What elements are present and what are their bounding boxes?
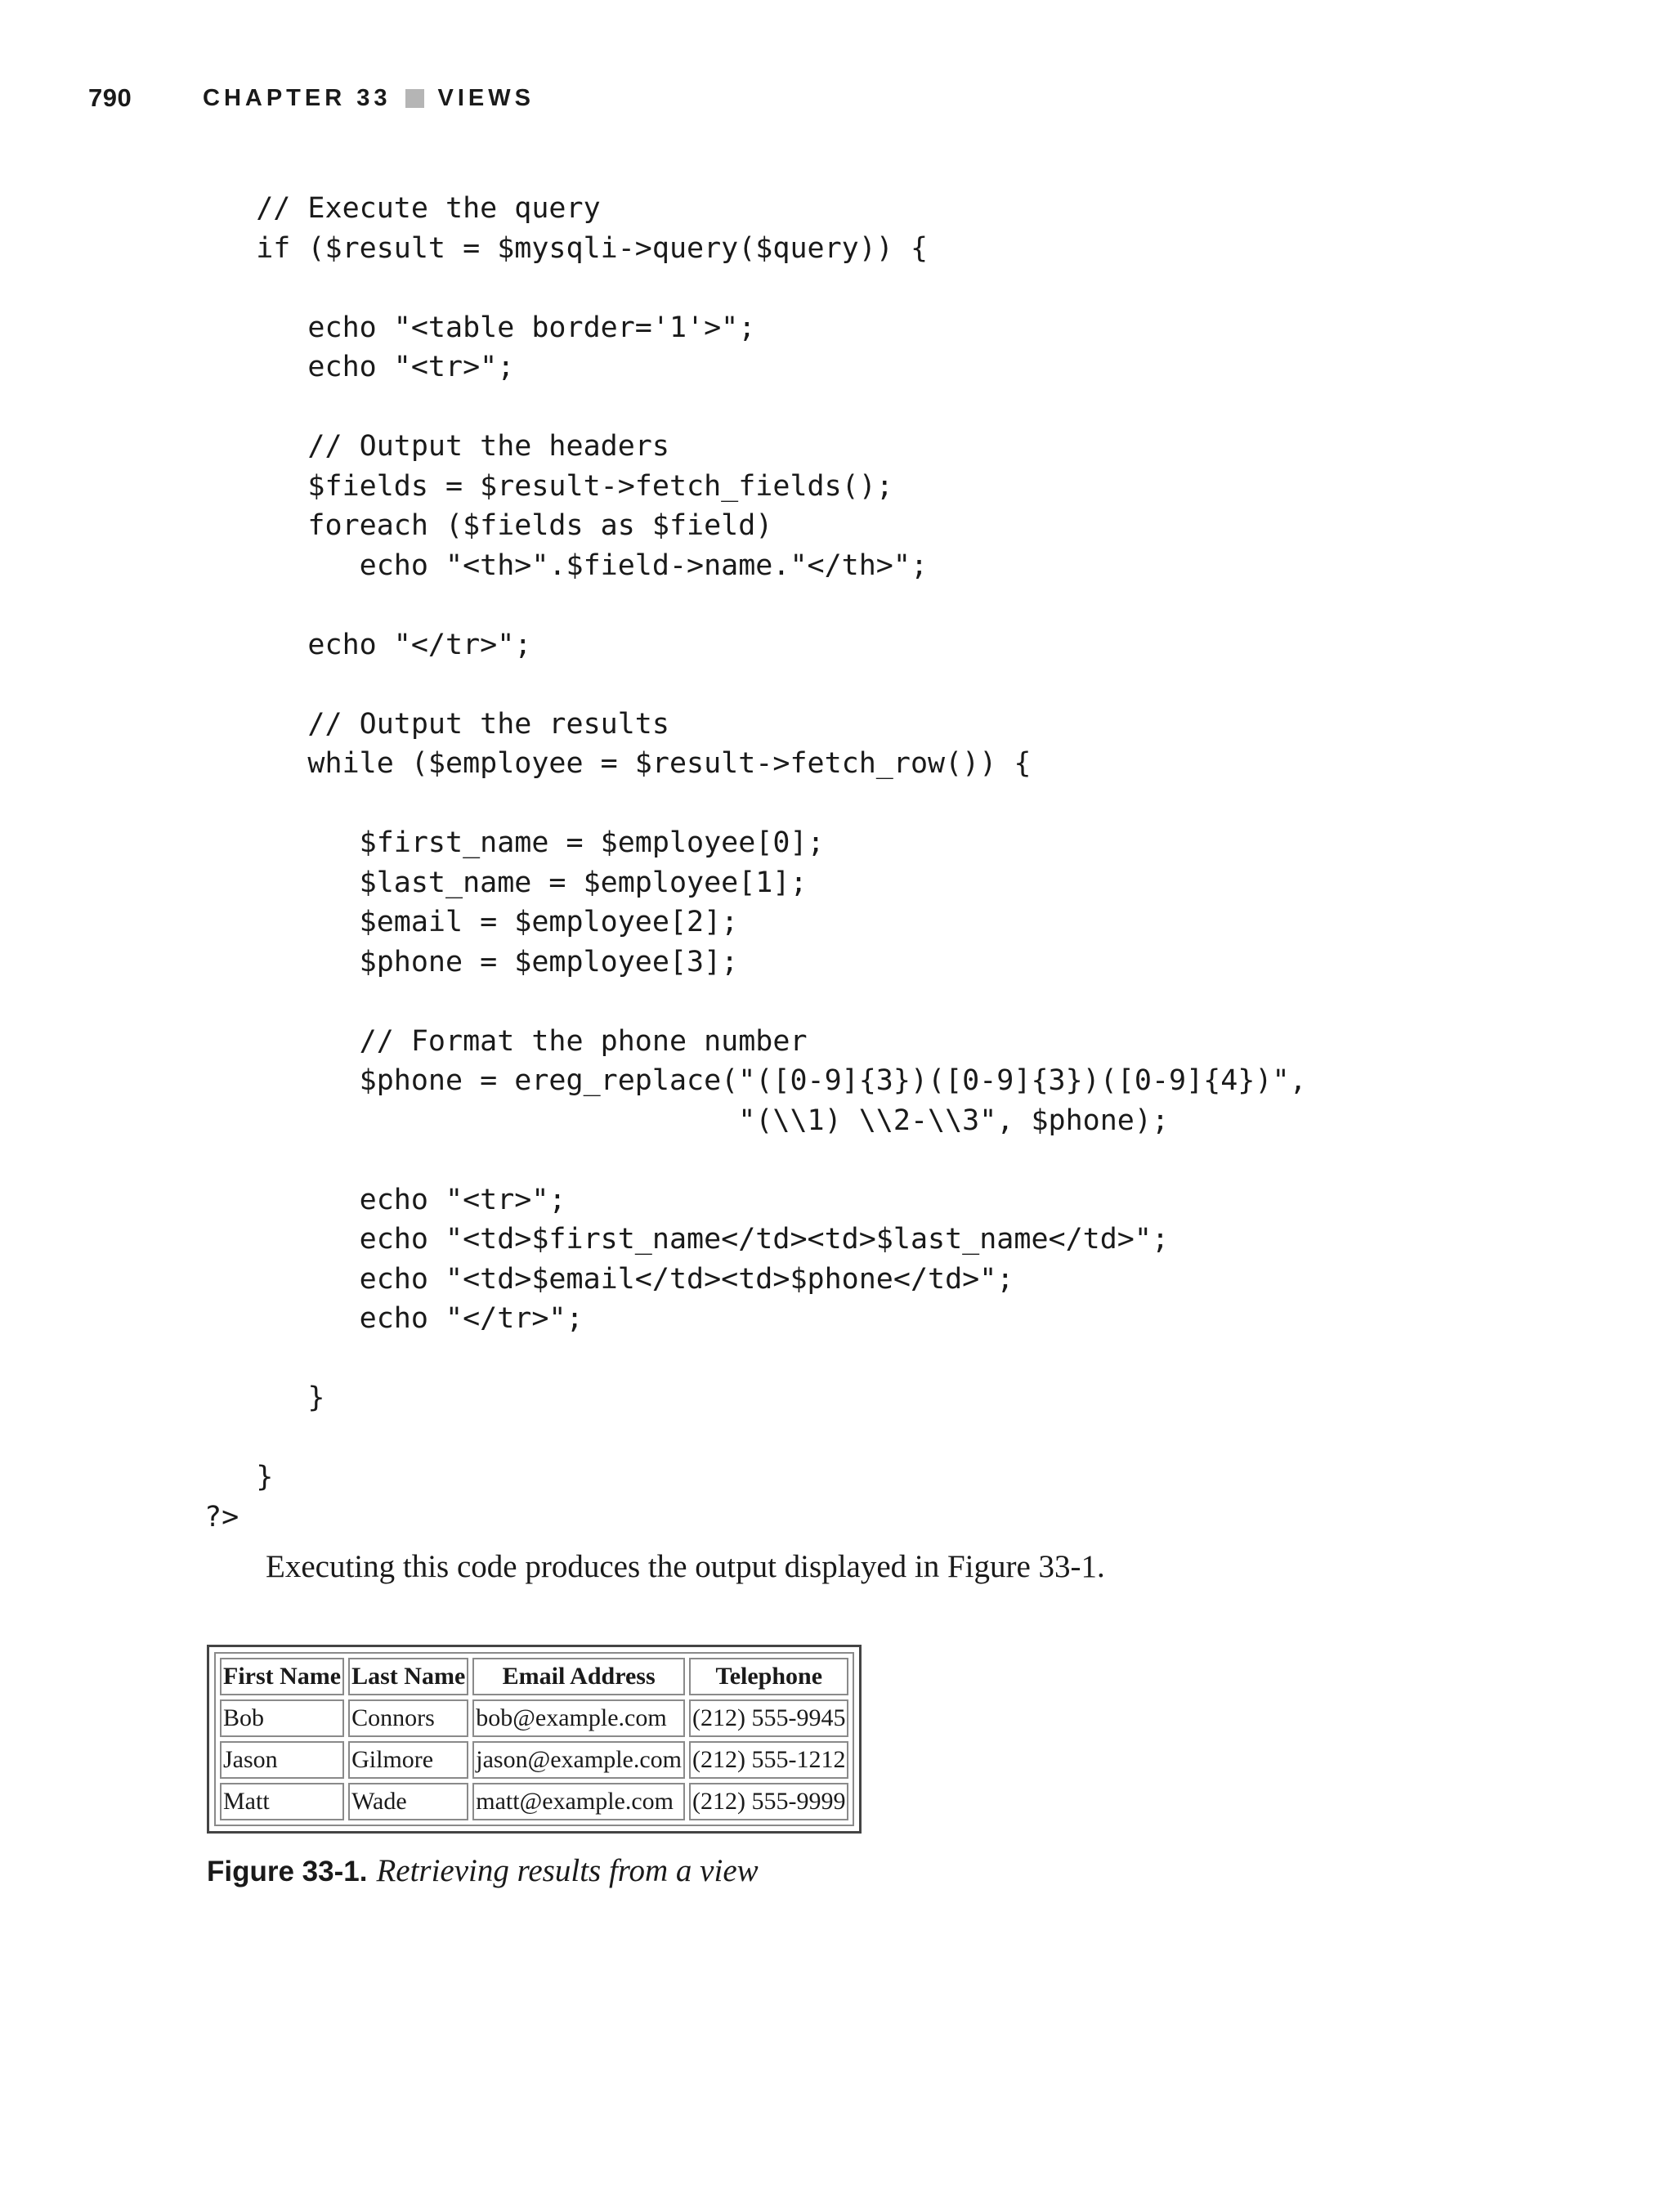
page-number: 790	[88, 83, 132, 112]
code-line	[204, 1339, 1307, 1379]
code-line	[204, 268, 1307, 308]
code-line: $phone = ereg_replace("([0-9]{3})([0-9]{3})([0-9]{4})",	[204, 1064, 1307, 1097]
code-line: echo "<th>".$field->name."</th>";	[204, 549, 929, 582]
table-cell: jason@example.com	[472, 1741, 685, 1779]
code-line: echo "<td>$first_name</td><td>$last_name</td>";	[204, 1223, 1170, 1256]
column-header: Email Address	[472, 1658, 685, 1695]
code-line: }	[204, 1461, 274, 1493]
table-header-row	[220, 1658, 848, 1695]
code-line: // Execute the query	[204, 192, 601, 225]
code-line: echo "<tr>";	[204, 351, 515, 383]
code-line: echo "<table border='1'>";	[204, 311, 756, 344]
chapter-label: CHAPTER 33	[203, 84, 392, 111]
code-line: "(\\1) \\2-\\3", $phone);	[204, 1104, 1170, 1137]
figure-caption	[207, 1852, 759, 1889]
table-cell: Gilmore	[348, 1741, 468, 1779]
code-line	[204, 784, 1307, 824]
code-line	[204, 387, 1307, 428]
code-line: $last_name = $employee[1];	[204, 866, 808, 899]
code-line: echo "<tr>";	[204, 1183, 566, 1216]
code-line	[204, 982, 1307, 1022]
table-cell: (212) 555-9999	[689, 1783, 848, 1820]
code-line: $phone = $employee[3];	[204, 945, 739, 978]
code-listing	[204, 189, 1307, 1537]
code-line: echo "</tr>";	[204, 1302, 584, 1335]
code-line: }	[204, 1381, 325, 1414]
column-header: Telephone	[689, 1658, 848, 1695]
code-line: // Format the phone number	[204, 1024, 808, 1058]
body-paragraph: Executing this code produces the output displayed in Figure 33-1.	[266, 1549, 1105, 1584]
code-line: $fields = $result->fetch_fields();	[204, 469, 893, 503]
table-row	[220, 1699, 848, 1737]
column-header: Last Name	[348, 1658, 468, 1695]
caption-text: Retrieving results from a view	[376, 1853, 759, 1888]
table-cell: (212) 555-9945	[689, 1699, 848, 1737]
chapter-title: VIEWS	[437, 84, 535, 111]
code-line: ?>	[204, 1500, 239, 1534]
code-line: // Output the headers	[204, 430, 669, 463]
table-cell: bob@example.com	[472, 1699, 685, 1737]
figure-screenshot	[207, 1645, 862, 1834]
table-cell: Connors	[348, 1699, 468, 1737]
code-line: $email = $employee[2];	[204, 906, 739, 938]
table-cell: (212) 555-1212	[689, 1741, 848, 1779]
results-table	[214, 1652, 854, 1826]
caption-label: Figure 33-1.	[207, 1856, 368, 1887]
table-row	[220, 1783, 848, 1820]
table-cell: matt@example.com	[472, 1783, 685, 1820]
code-line	[204, 1418, 1307, 1458]
code-line	[204, 1140, 1307, 1180]
code-line: // Output the results	[204, 707, 669, 741]
code-line: echo "<td>$email</td><td>$phone</td>";	[204, 1262, 1014, 1296]
table-cell: Jason	[220, 1741, 344, 1779]
column-header: First Name	[220, 1658, 344, 1695]
code-line: foreach ($fields as $field)	[204, 509, 773, 542]
code-line: echo "</tr>";	[204, 628, 532, 661]
code-line	[204, 585, 1307, 625]
table-cell: Bob	[220, 1699, 344, 1737]
table-cell: Wade	[348, 1783, 468, 1820]
code-line	[204, 665, 1307, 705]
code-line: while ($employee = $result->fetch_row()) {	[204, 747, 1032, 780]
table-row	[220, 1741, 848, 1779]
code-line: if ($result = $mysqli->query($query)) {	[204, 231, 929, 265]
table-cell: Matt	[220, 1783, 344, 1820]
separator-square-icon	[405, 89, 424, 108]
code-line: $first_name = $employee[0];	[204, 826, 825, 859]
running-head	[88, 82, 535, 114]
